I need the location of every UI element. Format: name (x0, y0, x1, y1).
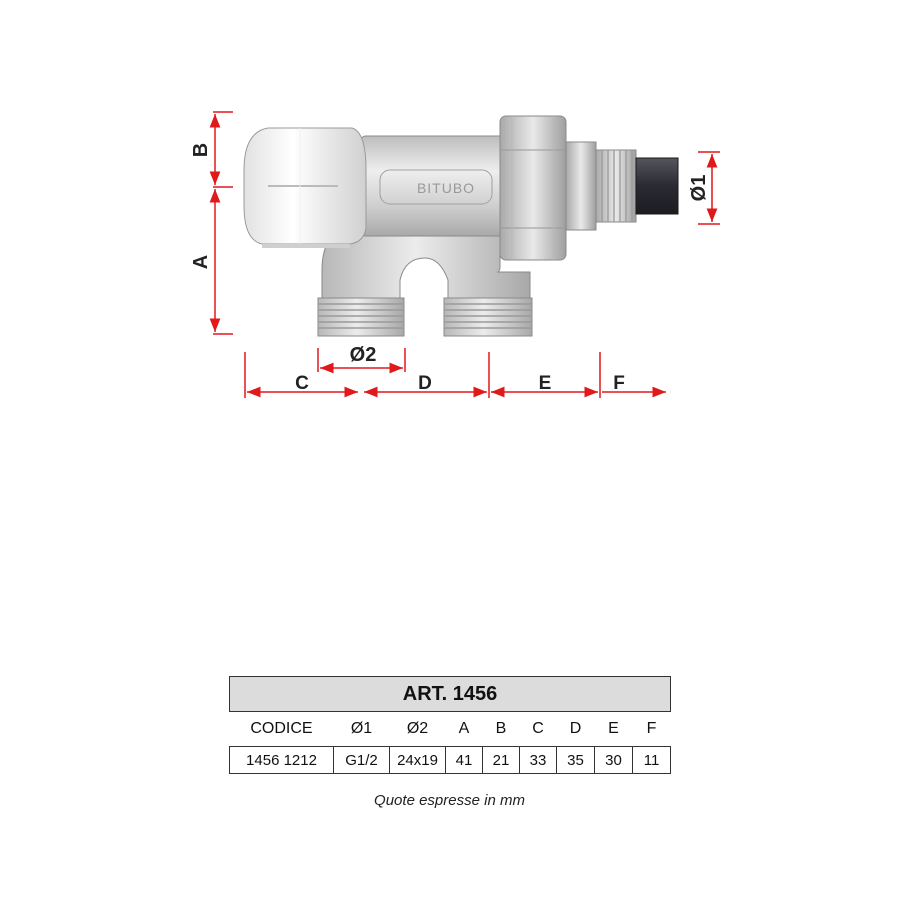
col-header-phi2: Ø2 (406, 720, 429, 737)
cell-e: 30 (595, 747, 633, 774)
col-header-phi1: Ø1 (350, 720, 373, 737)
cell-f: 11 (633, 747, 671, 774)
table-header-row (230, 712, 671, 747)
spec-table (229, 676, 671, 774)
cell-phi2: 24x19 (390, 747, 446, 774)
col-header-b: B (495, 720, 507, 737)
spindle (636, 158, 678, 214)
col-header-d: D (569, 720, 582, 737)
col-header-f: F (646, 720, 657, 737)
col-header-c: C (532, 720, 544, 737)
dim-label-b: B (190, 142, 212, 158)
brand-text: BITUBO (416, 180, 476, 196)
cell-b: 21 (483, 747, 520, 774)
valve-body (244, 116, 678, 336)
thermostatic-cap (244, 128, 366, 248)
col-header-codice: CODICE (250, 720, 313, 737)
dim-label-phi1: Ø1 (688, 174, 710, 202)
cell-d: 35 (557, 747, 595, 774)
cell-codice: 1456 1212 (230, 747, 334, 774)
tailpiece-thread (596, 150, 636, 222)
dim-label-e: E (538, 373, 552, 394)
dim-label-a: A (190, 254, 212, 270)
union-nut (500, 116, 566, 260)
dim-label-c: C (295, 373, 309, 394)
cell-phi1: G1/2 (334, 747, 390, 774)
left-thread (318, 298, 404, 336)
units-footnote: Quote espresse in mm (374, 792, 525, 809)
dim-label-phi2: Ø2 (349, 344, 377, 366)
table-title: ART. 1456 (230, 677, 671, 712)
col-header-e: E (608, 720, 619, 737)
right-thread (444, 298, 532, 336)
cell-a: 41 (446, 747, 483, 774)
table-row (230, 747, 671, 774)
dim-label-d: D (418, 373, 432, 394)
col-header-a: A (458, 720, 470, 737)
dim-label-f: F (613, 373, 625, 394)
cell-c: 33 (520, 747, 557, 774)
